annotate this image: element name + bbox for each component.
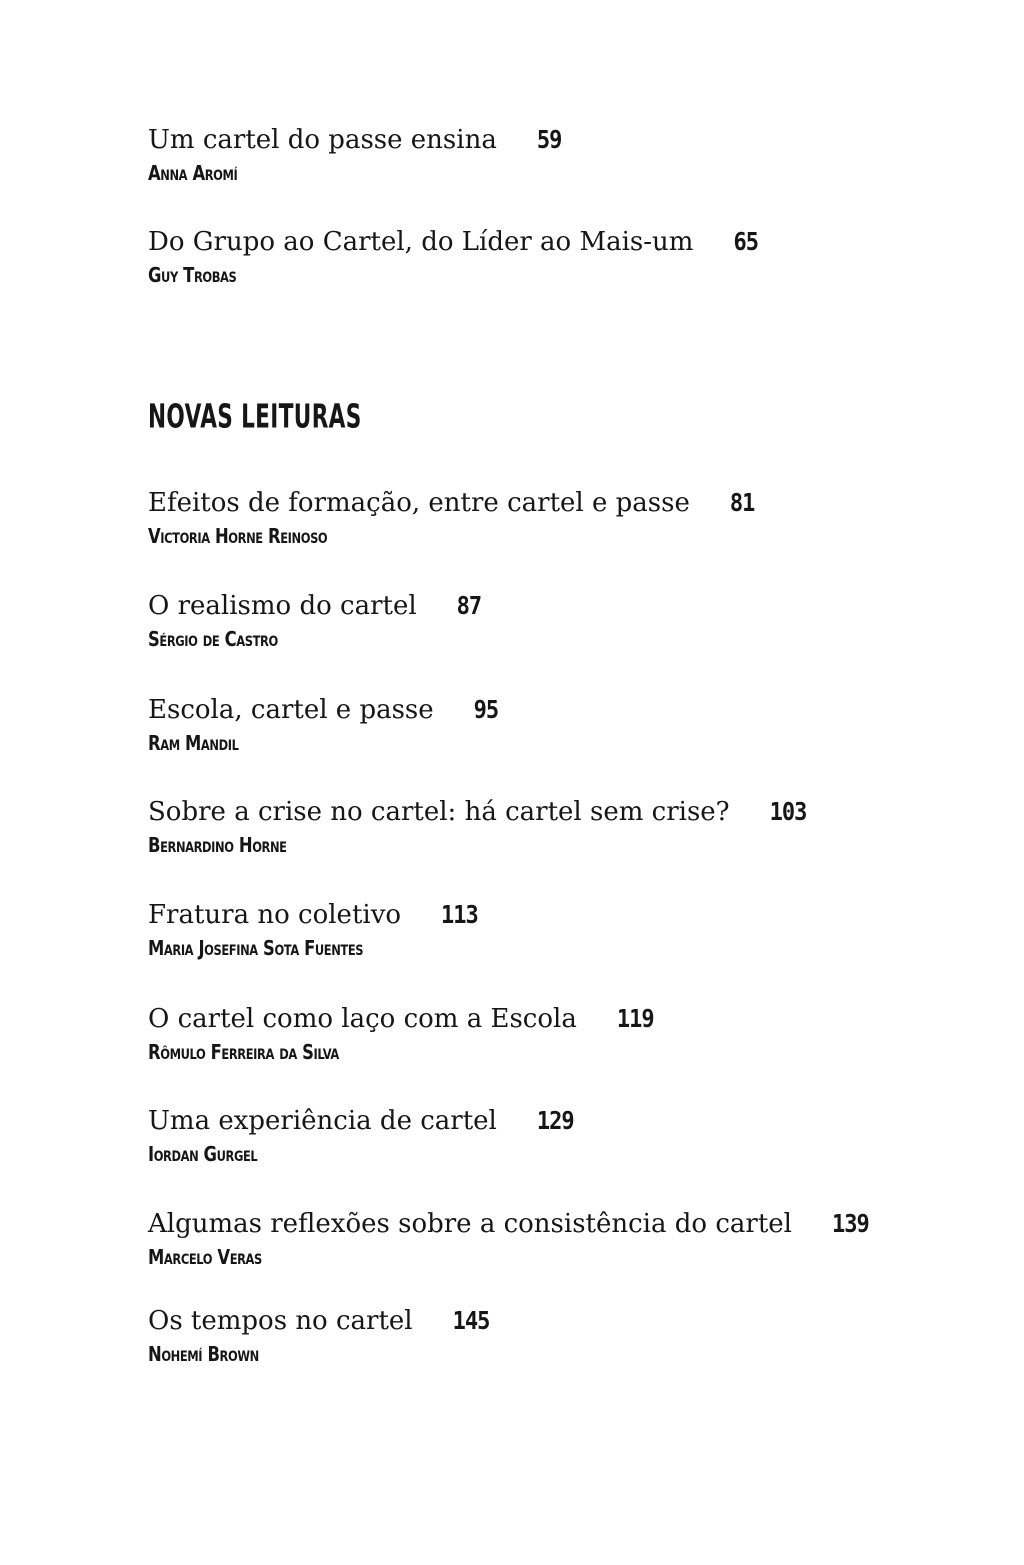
- entry-author: Anna Aromí: [148, 161, 238, 185]
- toc-entry: [148, 1105, 908, 1166]
- entry-page-number: 81: [729, 489, 755, 518]
- entry-title-line: [148, 899, 908, 932]
- toc-entry: [148, 487, 908, 548]
- entry-title: Efeitos de formação, entre cartel e passe: [148, 488, 690, 518]
- toc-entry: [148, 590, 908, 651]
- entry-page-number: 87: [456, 592, 482, 621]
- entry-title-line: [148, 1105, 908, 1138]
- entry-author: Nohemí Brown: [148, 1342, 259, 1366]
- entry-author: Marcelo Veras: [148, 1245, 262, 1269]
- entry-title: Algumas reflexões sobre a consistência do cartel: [148, 1209, 792, 1239]
- entry-title-line: [148, 1208, 908, 1241]
- entry-page-number: 103: [769, 798, 807, 827]
- entry-page-number: 59: [536, 126, 562, 155]
- entry-title-line: [148, 1305, 908, 1338]
- entry-title-line: [148, 487, 908, 520]
- entry-page-number: 139: [831, 1210, 869, 1239]
- toc-entry: [148, 1305, 908, 1366]
- entry-title-line: [148, 226, 908, 259]
- entry-title: Um cartel do passe ensina: [148, 125, 497, 155]
- entry-title: Fratura no coletivo: [148, 900, 402, 930]
- entry-author: Maria Josefina Sota Fuentes: [148, 936, 364, 960]
- section-heading: NOVAS LEITURAS: [148, 398, 362, 437]
- entry-author: Rômulo Ferreira da Silva: [148, 1040, 339, 1064]
- toc-entry: [148, 694, 908, 755]
- entry-title: O cartel como laço com a Escola: [148, 1004, 577, 1034]
- entry-title: Do Grupo ao Cartel, do Líder ao Mais-um: [148, 227, 694, 257]
- entry-title: Os tempos no cartel: [148, 1306, 413, 1336]
- entry-title-line: [148, 1003, 908, 1036]
- entry-title: Sobre a crise no cartel: há cartel sem crise?: [148, 797, 730, 827]
- entry-title: O realismo do cartel: [148, 591, 417, 621]
- entry-page-number: 145: [452, 1307, 490, 1336]
- toc-entry: [148, 1003, 908, 1064]
- entry-title-line: [148, 796, 908, 829]
- entry-page-number: 113: [441, 901, 478, 930]
- entry-title-line: [148, 590, 908, 623]
- entry-author: Guy Trobas: [148, 263, 237, 287]
- entry-title: Uma experiência de cartel: [148, 1106, 497, 1136]
- toc-entry: [148, 899, 908, 960]
- entry-author: Ram Mandil: [148, 731, 239, 755]
- entry-page-number: 95: [473, 696, 499, 725]
- entry-author: Victoria Horne Reinoso: [148, 524, 328, 548]
- toc-entry: [148, 124, 908, 185]
- entry-page-number: 119: [616, 1005, 654, 1034]
- toc-entry: [148, 796, 908, 857]
- entry-title: Escola, cartel e passe: [148, 695, 434, 725]
- entry-title-line: [148, 124, 908, 157]
- entry-title-line: [148, 694, 908, 727]
- entry-author: Bernardino Horne: [148, 833, 287, 857]
- entry-page-number: 129: [536, 1107, 574, 1136]
- entry-author: Iordan Gurgel: [148, 1142, 258, 1166]
- entry-author: Sérgio de Castro: [148, 627, 278, 651]
- toc-entry: [148, 1208, 908, 1269]
- entry-page-number: 65: [733, 228, 758, 257]
- toc-entry: [148, 226, 908, 287]
